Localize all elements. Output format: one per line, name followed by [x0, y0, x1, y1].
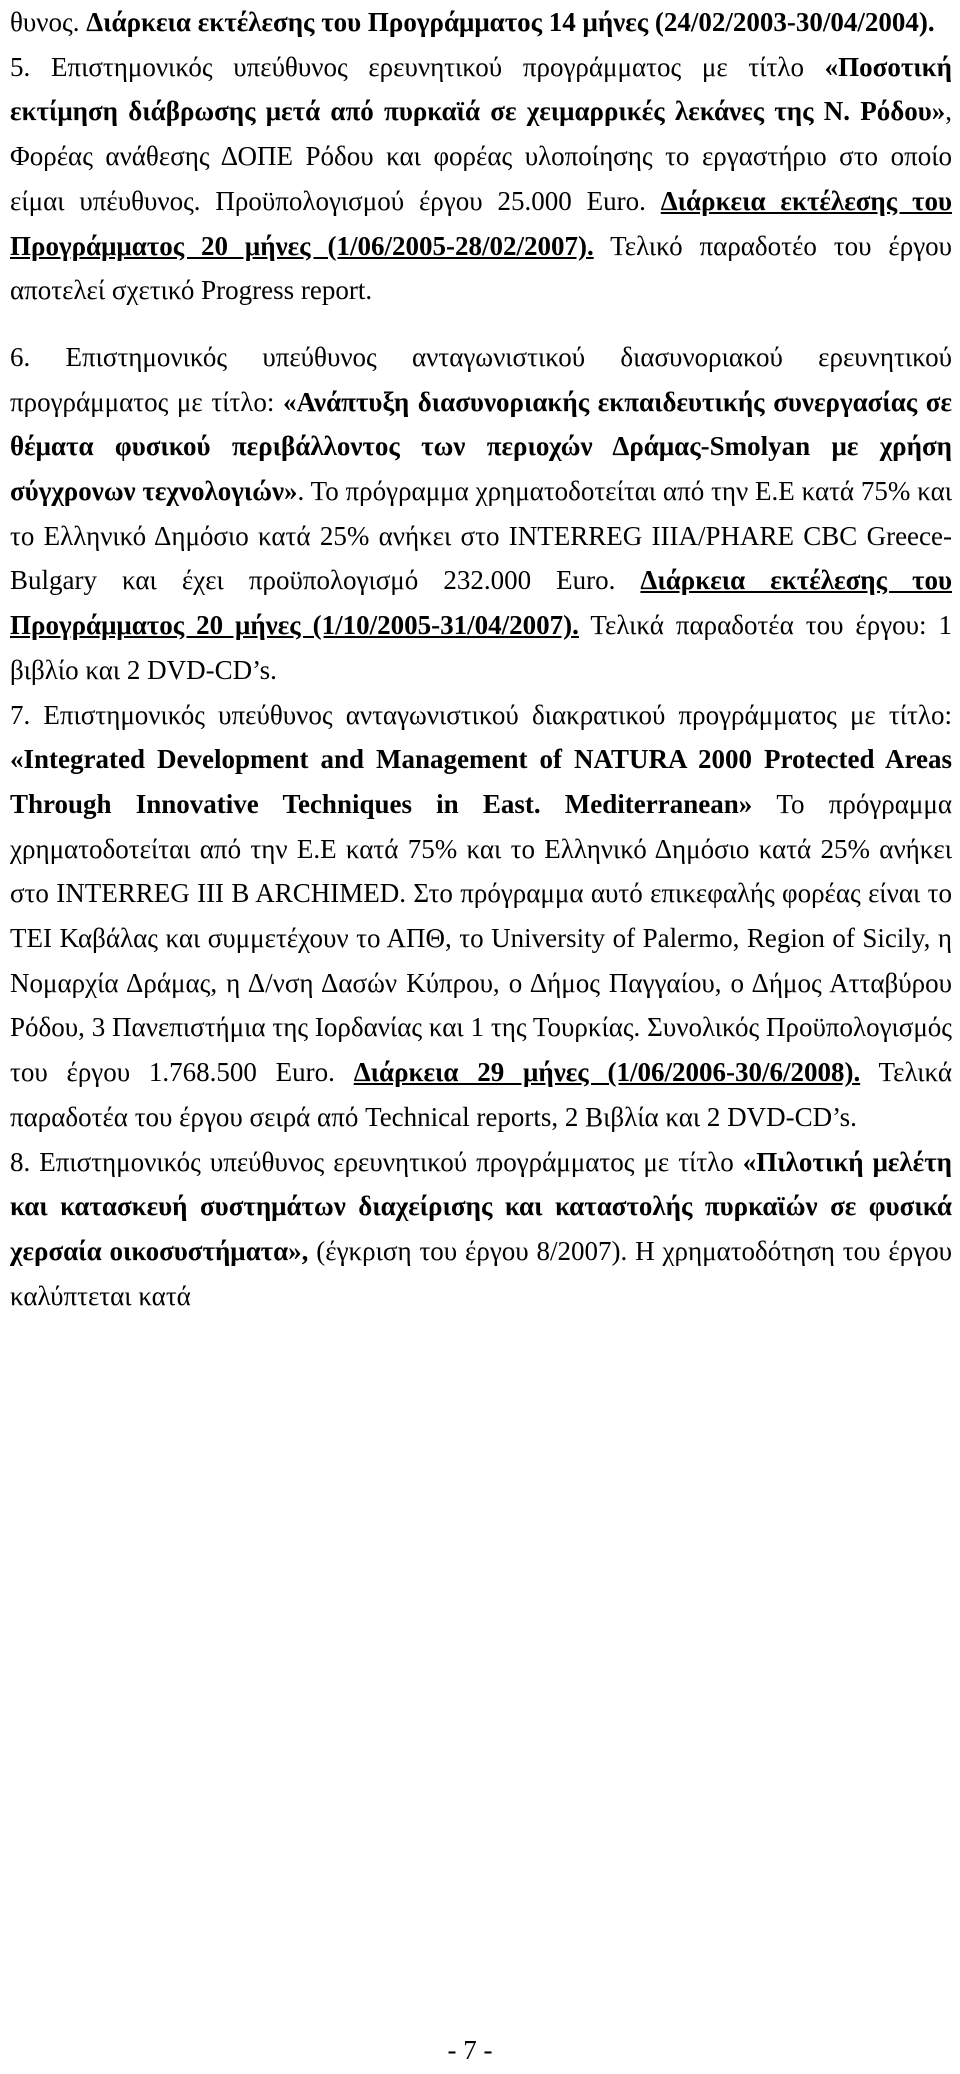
- text-span: 8. Επιστημονικός υπεύθυνος ερευνητικού προγράμματος με τίτλο: [10, 1146, 743, 1177]
- duration-text: Διάρκεια εκτέλεσης του Προγράμματος 14 μήνες (24/02/2003-30/04/2004).: [86, 7, 935, 37]
- page-footer: [0, 2034, 960, 2066]
- text-span: , Φορέας ανάθεσης ΔΟΠΕ Ρόδου και φορέας υλοποίησης το εργαστήριο στο οποίο είμαι υπέυθυνος. Προϋπολογισμού έργου 25.000 Euro.: [10, 96, 952, 216]
- text-span: Το πρόγραμμα χρηματοδοτείται από την Ε.Ε κατά 75% και το Ελληνικό Δημόσιο κατά 25% ανήκει στο INTERREG III B ARCHIMED. Στο πρόγραμμα αυτό επικεφαλής φορέας είναι το ΤΕΙ Καβάλας και συμμετέχουν το ΑΠΘ, το University of Palermo, Region of Sicily, η Νομαρχία Δράμας, η Δ/νση Δασών Κύπρου, ο Δήμος Παγγαίου, ο Δήμος Ατταβύρου Ρόδου, 3 Πανεπιστήμια της Ιορδανίας και 1 της Τουρκίας. Συνολικός Προϋπολογισμός του έργου 1.768.500 Euro.: [10, 788, 952, 1088]
- text-span: θυνος.: [10, 7, 87, 37]
- text-span: . Το πρόγραμμα χρηματοδοτείται από την Ε.Ε κατά 75% και το Ελληνικό Δημόσιο κατά 25% ανήκει στο INTERREG IIIA/PHARE CBC Greece-Bulgary και έχει προϋπολογισμό 232.000 Euro.: [10, 476, 952, 596]
- page-number: - 7 -: [447, 2035, 493, 2065]
- text-span: 6. Επιστημονικός υπεύθυνος ανταγωνιστικού διασυνοριακού ερευνητικού προγράμματος με τίτλο:: [10, 341, 952, 417]
- document-body: [10, 0, 952, 1318]
- project-title: «Integrated Development and Management of NATURA 2000 Protected Areas Through Innovative Techniques in East. Mediterranean»: [10, 744, 952, 819]
- text-span: Τελικά παραδοτέα του έργου: 1 βιβλίο και 2 DVD-CD’s.: [10, 610, 952, 685]
- duration-text: Διάρκεια εκτέλεσης του Προγράμματος 20 μήνες (1/10/2005-31/04/2007).: [10, 565, 952, 641]
- paragraph-item-7: [10, 693, 952, 1140]
- text-span: 5. Επιστημονικός υπεύθυνος ερευνητικού προγράμματος με τίτλο: [10, 51, 825, 82]
- paragraph-item-6: [10, 335, 952, 693]
- text-span: 7. Επιστημονικός υπεύθυνος ανταγωνιστικού διακρατικού προγράμματος με τίτλο:: [10, 699, 952, 730]
- duration-text: Διάρκεια 29 μήνες (1/06/2006-30/6/2008).: [353, 1057, 861, 1088]
- paragraph-item-8: [10, 1140, 952, 1319]
- paragraph-item-5: [10, 45, 952, 313]
- text-span: Τελικό παραδοτέο του έργου αποτελεί σχετικό Progress report.: [10, 230, 952, 306]
- text-span: (έγκριση του έργου 8/2007). Η χρηματοδότηση του έργου καλύπτεται κατά: [10, 1235, 953, 1311]
- paragraph-continued: [10, 0, 952, 45]
- text-span: Τελικά παραδοτέα του έργου σειρά από Technical reports, 2 Βιβλία και 2 DVD-CD’s.: [10, 1057, 952, 1132]
- duration-text: Διάρκεια εκτέλεσης του Προγράμματος 20 μήνες (1/06/2005-28/02/2007).: [10, 185, 952, 261]
- project-title: «Ποσοτική εκτίμηση διάβρωσης μετά από πυρκαϊά σε χειμαρρικές λεκάνες της Ν. Ρόδου»: [10, 51, 952, 127]
- project-title: «Πιλοτική μελέτη και κατασκευή συστημάτων διαχείρισης και καταστολής πυρκαϊών σε φυσικά χερσαία οικοσυστήματα»,: [10, 1146, 952, 1266]
- project-title: «Ανάπτυξη διασυνοριακής εκπαιδευτικής συνεργασίας σε θέματα φυσικού περιβάλλοντος των περιοχών Δράμας-Smolyan με χρήση σύγχρονων τεχνολογιών»: [10, 386, 952, 507]
